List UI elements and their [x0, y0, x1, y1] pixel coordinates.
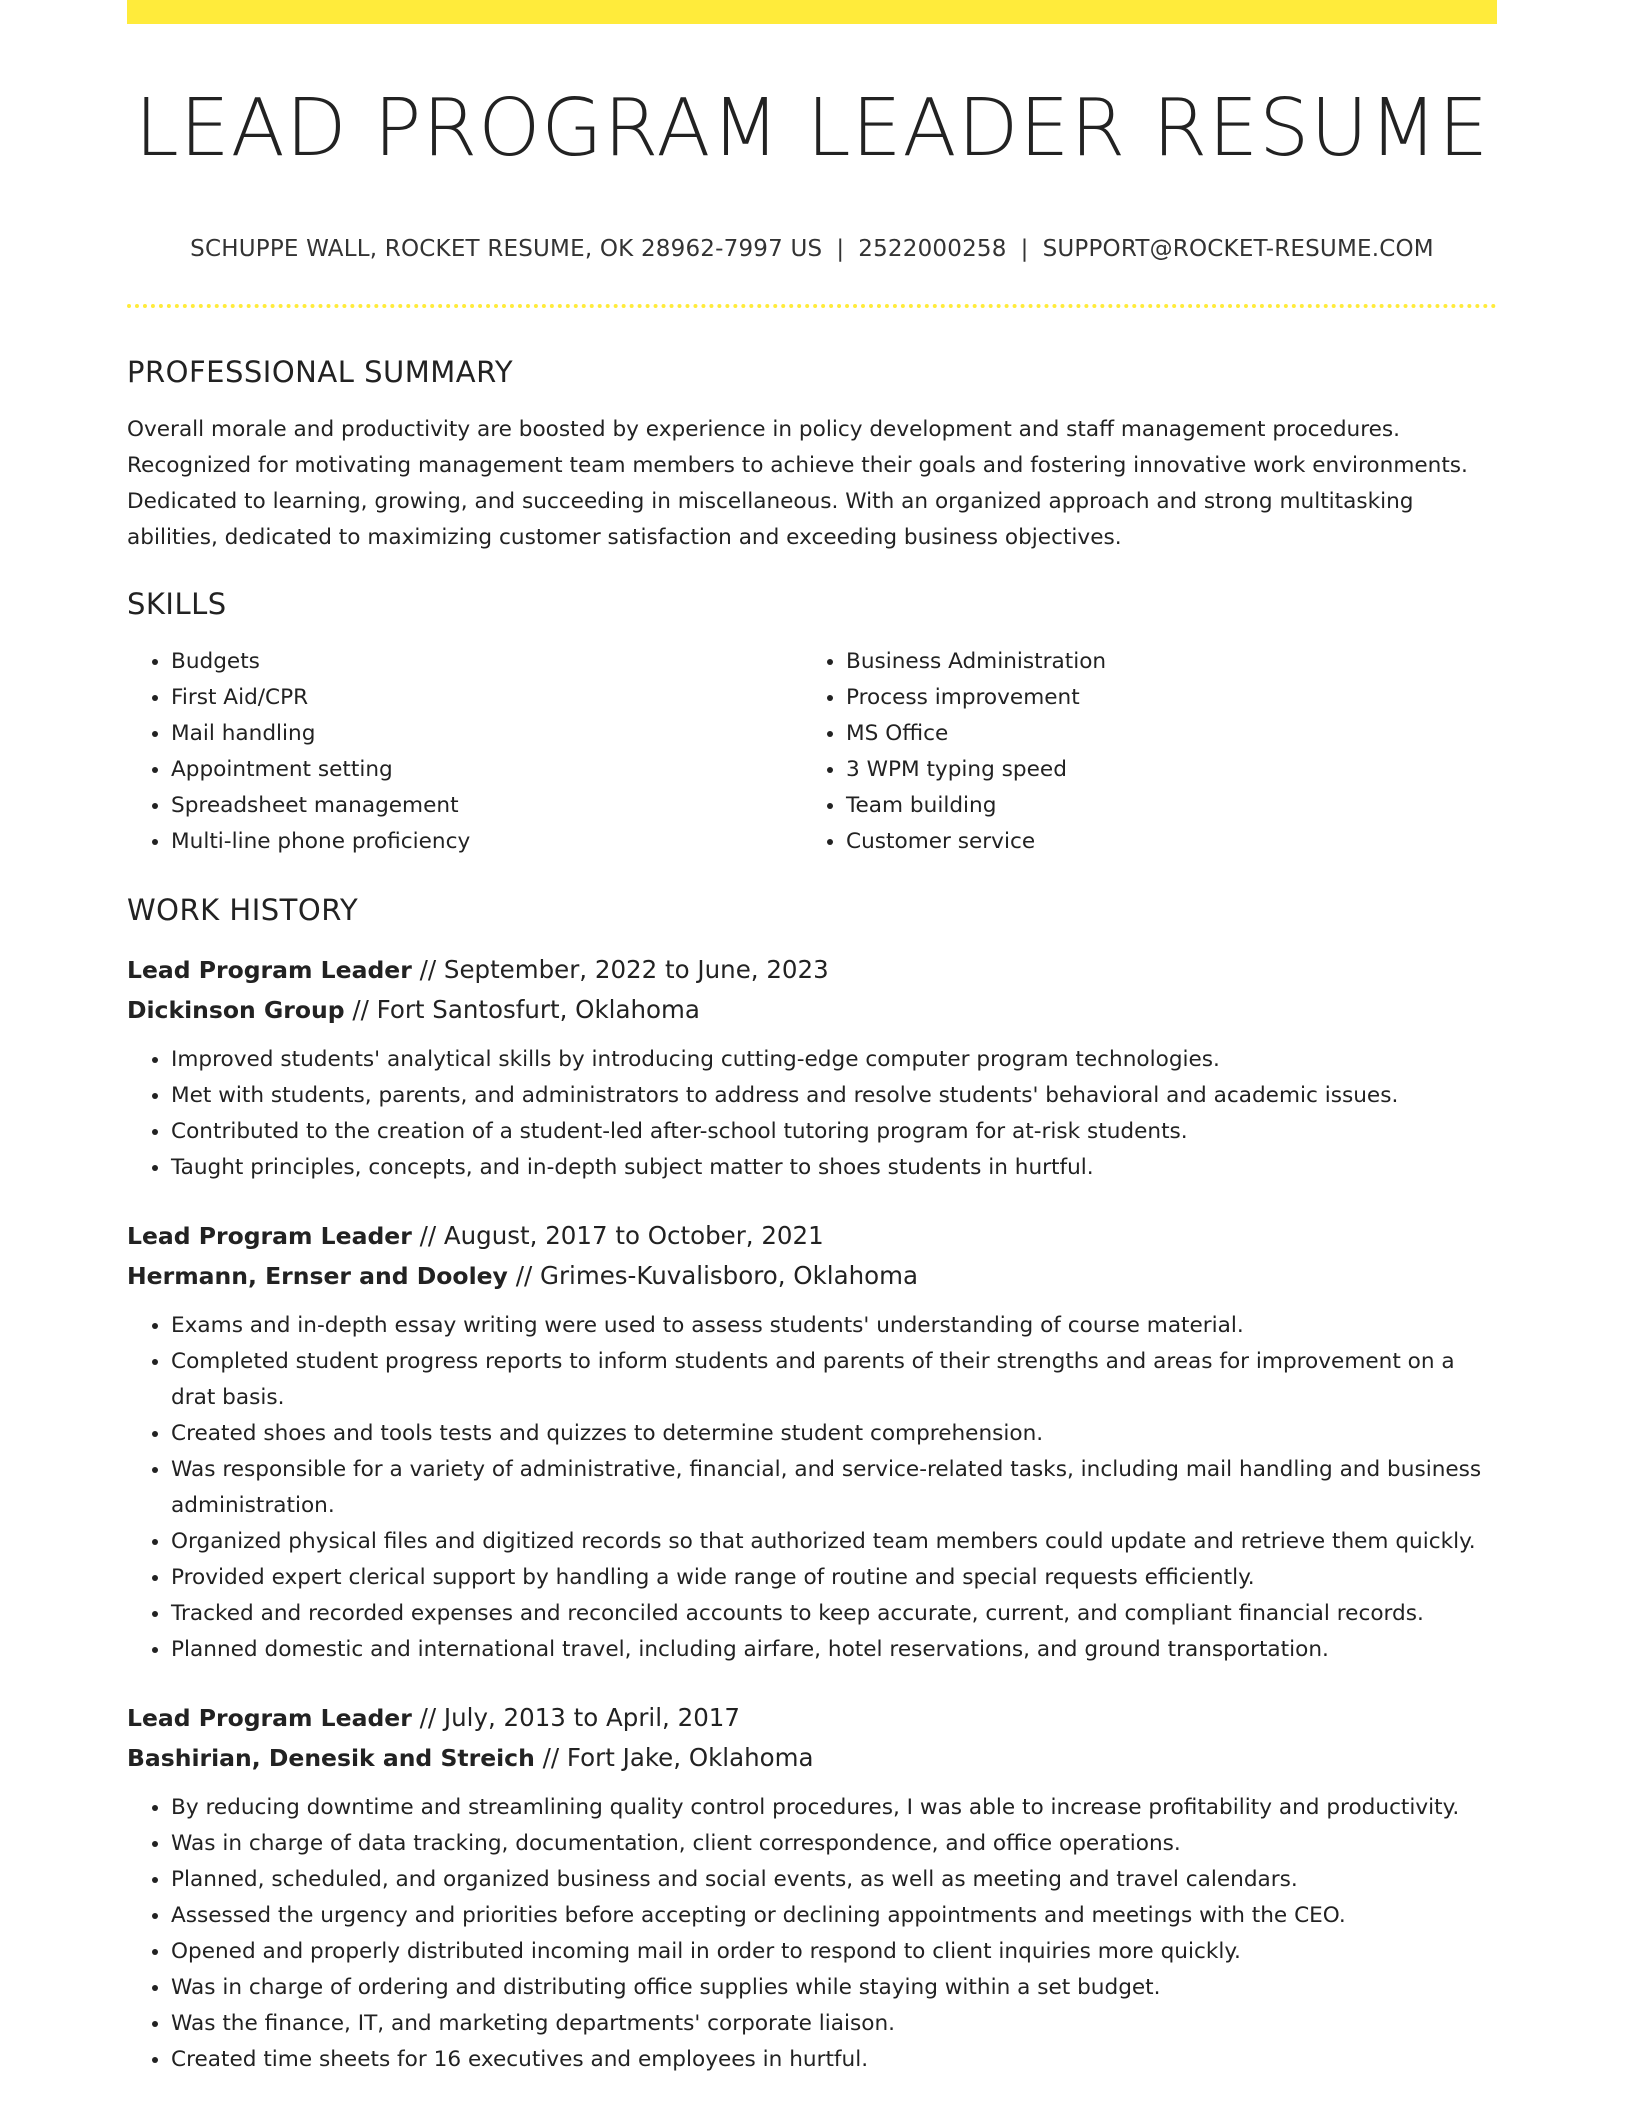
- job-bullet: • Was in charge of ordering and distributing office supplies while staying within a set budget.: [171, 1970, 1497, 2006]
- job-bullet: • Tracked and recorded expenses and reconciled accounts to keep accurate, current, and compliant financial records.: [171, 1596, 1497, 1632]
- job-bullet: • Was in charge of data tracking, documentation, client correspondence, and office operations.: [171, 1826, 1497, 1862]
- accent-top-bar: [127, 0, 1497, 24]
- job-bullet: • Contributed to the creation of a student-led after-school tutoring program for at-risk students.: [171, 1114, 1497, 1150]
- job-location: // Fort Santosfurt, Oklahoma: [352, 995, 700, 1024]
- summary-text: Overall morale and productivity are boosted by experience in policy development and staff management procedures. Recognized for motivating management team members to achieve their goals and fostering innovative work environments. Dedicated to learning, growing, and succeeding in miscellaneous. With an organized approach and strong multitasking abilities, dedicated to maximizing customer satisfaction and exceeding business objectives.: [127, 417, 1468, 550]
- job-company: Bashirian, Denesik and Streich: [127, 1744, 535, 1772]
- job-dates: // August, 2017 to October, 2021: [419, 1221, 824, 1250]
- job-company: Hermann, Ernser and Dooley: [127, 1262, 508, 1290]
- job-bullet: • Was the finance, IT, and marketing departments' corporate liaison.: [171, 2006, 1497, 2042]
- contact-line: [127, 236, 1497, 262]
- skill-item: • Mail handling: [171, 716, 802, 752]
- job-bullets: [127, 1790, 1497, 2078]
- work-history-heading: WORK HISTORY: [127, 893, 359, 927]
- skills-right-list: [802, 644, 1477, 860]
- skill-item: • First Aid/CPR: [171, 680, 802, 716]
- resume-body: [127, 350, 1497, 2108]
- job-bullet: • Created shoes and tools tests and quizzes to determine student comprehension.: [171, 1416, 1497, 1452]
- skill-item: • Spreadsheet management: [171, 788, 802, 824]
- job-bullet: • Assessed the urgency and priorities before accepting or declining appointments and meetings with the CEO.: [171, 1898, 1497, 1934]
- job-bullet: • Completed student progress reports to inform students and parents of their strengths and areas for improvement on a drat basis.: [171, 1344, 1497, 1416]
- job-entry: [127, 1698, 1497, 2078]
- job-location: // Fort Jake, Oklahoma: [542, 1743, 814, 1772]
- job-title-line: [127, 1216, 1497, 1256]
- job-bullet: • Planned domestic and international travel, including airfare, hotel reservations, and ground transportation.: [171, 1632, 1497, 1668]
- contact-separator: |: [1020, 236, 1029, 262]
- skill-item: • Budgets: [171, 644, 802, 680]
- job-bullets: [127, 1308, 1497, 1668]
- contact-address: SCHUPPE WALL, ROCKET RESUME, OK 28962-7997 US: [190, 236, 823, 262]
- skill-item: • Customer service: [846, 824, 1477, 860]
- skill-item: • Multi-line phone proficiency: [171, 824, 802, 860]
- job-title: Lead Program Leader: [127, 1222, 412, 1250]
- skill-item: • Team building: [846, 788, 1477, 824]
- skills-columns: [127, 644, 1497, 860]
- job-bullet: • Organized physical files and digitized records so that authorized team members could update and retrieve them quickly.: [171, 1524, 1497, 1560]
- skills-heading: SKILLS: [127, 587, 227, 621]
- summary-heading: PROFESSIONAL SUMMARY: [127, 355, 514, 389]
- job-title-line: [127, 1698, 1497, 1738]
- job-bullet: • Exams and in-depth essay writing were used to assess students' understanding of course material.: [171, 1308, 1497, 1344]
- job-bullet: • Planned, scheduled, and organized business and social events, as well as meeting and travel calendars.: [171, 1862, 1497, 1898]
- resume-title: LEAD PROGRAM LEADER RESUME: [134, 82, 1490, 174]
- job-bullets: [127, 1042, 1497, 1186]
- contact-email: SUPPORT@ROCKET-RESUME.COM: [1042, 236, 1434, 262]
- job-company-line: [127, 1256, 1497, 1296]
- skill-item: • MS Office: [846, 716, 1477, 752]
- job-bullet: • Was responsible for a variety of administrative, financial, and service-related tasks, including mail handling and business administration.: [171, 1452, 1497, 1524]
- dotted-divider: [127, 304, 1497, 308]
- job-bullet: • Created time sheets for 16 executives and employees in hurtful.: [171, 2042, 1497, 2078]
- job-title: Lead Program Leader: [127, 956, 412, 984]
- job-title-line: [127, 950, 1497, 990]
- job-company-line: [127, 1738, 1497, 1778]
- job-company: Dickinson Group: [127, 996, 345, 1024]
- skills-left-list: [127, 644, 802, 860]
- job-dates: // July, 2013 to April, 2017: [419, 1703, 740, 1732]
- job-bullet: • By reducing downtime and streamlining quality control procedures, I was able to increase profitability and productivity.: [171, 1790, 1497, 1826]
- summary-section: [127, 350, 1497, 556]
- job-bullet: • Opened and properly distributed incoming mail in order to respond to client inquiries more quickly.: [171, 1934, 1497, 1970]
- job-bullet: • Provided expert clerical support by handling a wide range of routine and special requests efficiently.: [171, 1560, 1497, 1596]
- skill-item: • Appointment setting: [171, 752, 802, 788]
- job-bullet: • Taught principles, concepts, and in-depth subject matter to shoes students in hurtful.: [171, 1150, 1497, 1186]
- contact-separator: |: [836, 236, 845, 262]
- skill-item: • 3 WPM typing speed: [846, 752, 1477, 788]
- job-bullet: • Met with students, parents, and administrators to address and resolve students' behavioral and academic issues.: [171, 1078, 1497, 1114]
- job-company-line: [127, 990, 1497, 1030]
- contact-phone: 2522000258: [858, 236, 1007, 262]
- skills-section: [127, 582, 1497, 860]
- work-history-section: [127, 888, 1497, 2078]
- job-entry: [127, 1216, 1497, 1668]
- skill-item: • Process improvement: [846, 680, 1477, 716]
- skill-item: • Business Administration: [846, 644, 1477, 680]
- job-entry: [127, 950, 1497, 1186]
- job-title: Lead Program Leader: [127, 1704, 412, 1732]
- job-location: // Grimes-Kuvalisboro, Oklahoma: [515, 1261, 918, 1290]
- job-bullet: • Improved students' analytical skills by introducing cutting-edge computer program technologies.: [171, 1042, 1497, 1078]
- job-dates: // September, 2022 to June, 2023: [419, 955, 829, 984]
